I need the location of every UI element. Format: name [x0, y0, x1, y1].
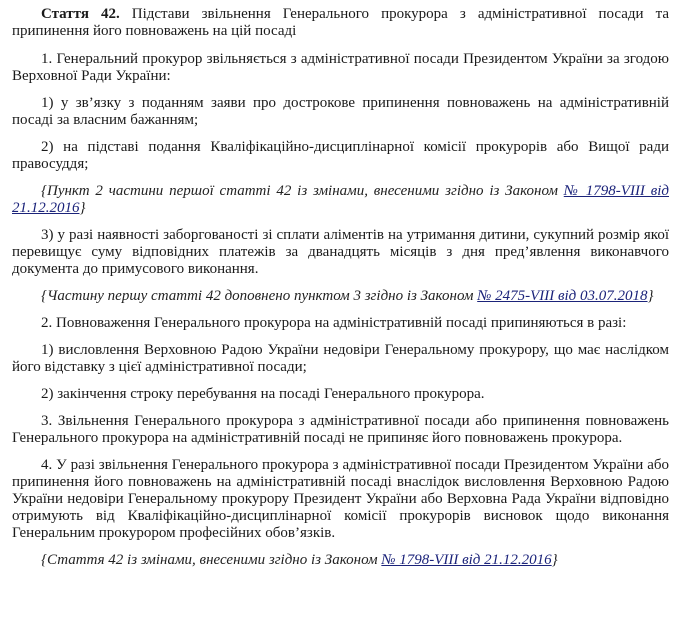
law-link-2475-viii[interactable]: № 2475-VIII від 03.07.2018 — [477, 288, 648, 304]
amendment-note-1-close: } — [79, 200, 86, 216]
amendment-note-3-text: {Стаття 42 із змінами, внесеними згідно із Законом — [41, 552, 382, 568]
part-1-intro: 1. Генеральний прокурор звільняється з адміністративної посади Президентом України за згодою Верховної Ради України: — [12, 51, 669, 84]
amendment-note-2-close: } — [647, 288, 654, 304]
part-3: 3. Звільнення Генерального прокурора з адміністративної посади або припинення повноважень Генерального прокурора на адміністративній посаді не припиняє його повноважень прокурора. — [12, 413, 669, 446]
part-1-item-1: 1) у зв’язку з поданням заяви про дострокове припинення повноважень на адміністративній посаді за власним бажанням; — [12, 95, 669, 128]
article-label: Стаття 42. — [41, 6, 120, 22]
amendment-note-3 — [12, 552, 669, 569]
article-title: Підстави звільнення Генерального прокурора з адміністративної посади та припинення його повноважень на цій посаді — [12, 6, 669, 39]
amendment-note-3-close: } — [551, 552, 558, 568]
amendment-note-1 — [12, 183, 669, 217]
part-1-item-3: 3) у разі наявності заборгованості зі сплати аліментів на утримання дитини, сукупний розмір якої перевищує суму відповідних платежів за дванадцять місяців з дня пред’явлення виконавчого документа до примусового виконання. — [12, 227, 669, 277]
part-2-intro: 2. Повноваження Генерального прокурора на адміністративній посаді припиняються в разі: — [41, 315, 627, 331]
amendment-note-2-text: {Частину першу статті 42 доповнено пунктом 3 згідно із Законом — [41, 288, 478, 304]
law-link-1798-viii-article[interactable]: № 1798-VIII від 21.12.2016 — [381, 552, 552, 568]
part-2-item-1: 1) висловлення Верховною Радою України недовіри Генеральному прокурору, що має наслідком його відставку з цієї адміністративної посади; — [12, 342, 669, 375]
article-heading — [12, 6, 669, 40]
amendment-note-2 — [12, 288, 669, 305]
amendment-note-1-text: {Пункт 2 частини першої статті 42 із змінами, внесеними згідно із Законом — [41, 183, 564, 199]
part-4: 4. У разі звільнення Генерального прокурора з адміністративної посади Президентом України або припинення його повноважень на адміністративній посаді внаслідок висловлення Верховною Радою України недовіри Генеральному прокурору Президент України або Верховна Рада України відповідно отримують від Кваліфікаційно-дисциплінарної комісії прокурорів висновок щодо виконання Генеральним прокурором професійних обов’язків. — [12, 457, 669, 541]
law-link-1798-viii[interactable]: № 1798-VIII від 21.12.2016 — [12, 183, 669, 216]
part-1-item-2: 2) на підставі подання Кваліфікаційно-дисциплінарної комісії прокурорів або Вищої ради правосуддя; — [12, 139, 669, 172]
part-2-item-2: 2) закінчення строку перебування на посаді Генерального прокурора. — [41, 386, 485, 402]
